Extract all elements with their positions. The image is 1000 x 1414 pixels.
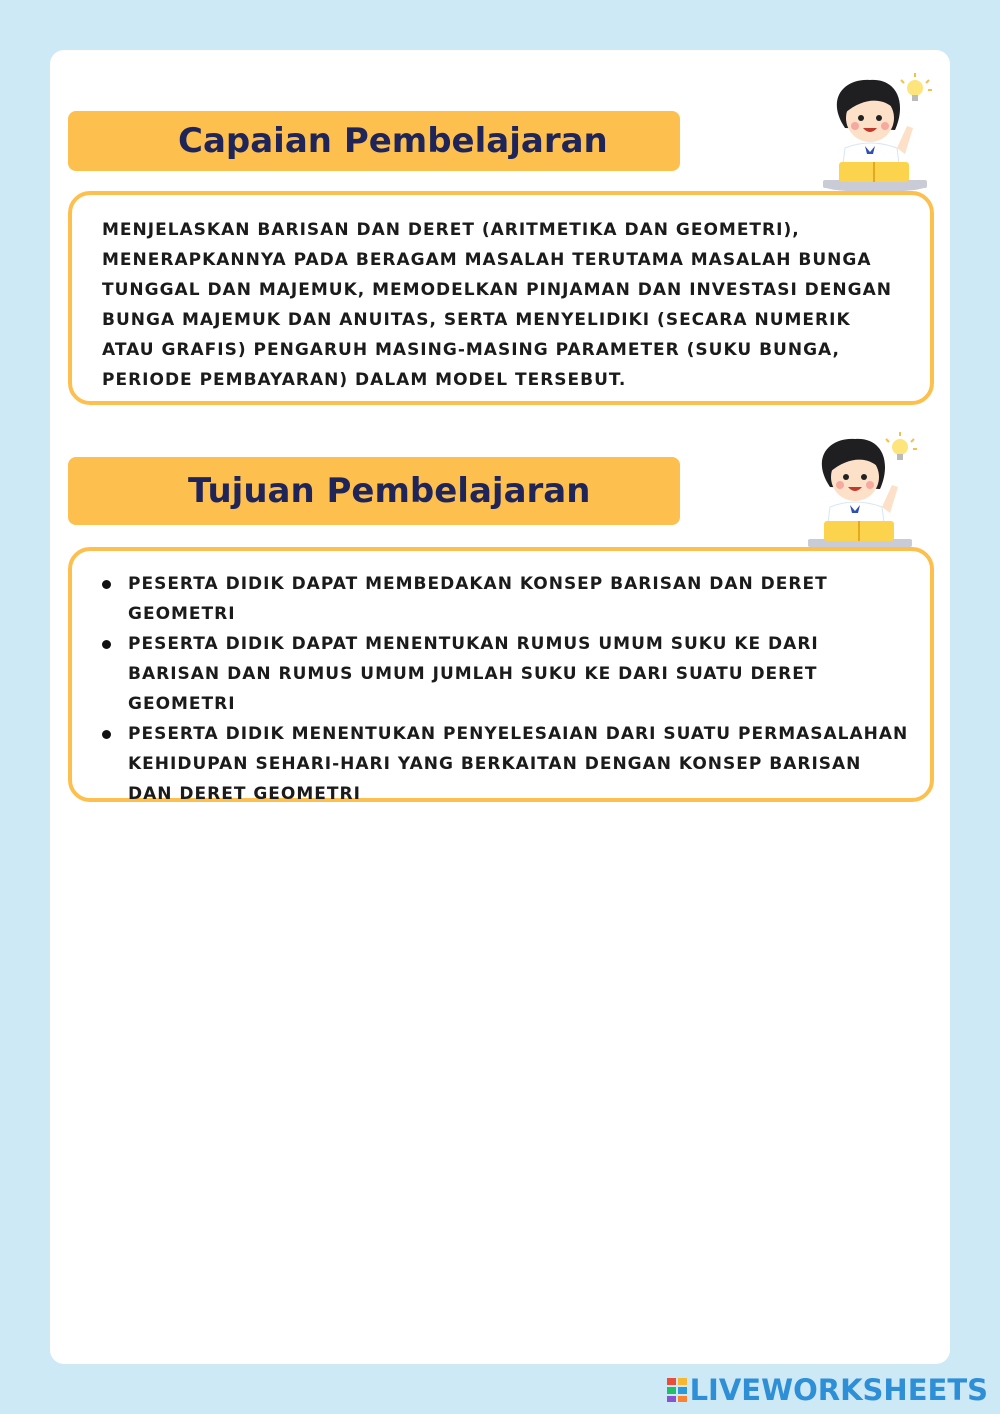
- tujuan-list: [128, 569, 910, 809]
- liveworksheets-watermark[interactable]: [666, 1373, 988, 1407]
- capaian-content-box: [68, 191, 934, 405]
- list-item: PESERTA DIDIK DAPAT MEMBEDAKAN KONSEP BARISAN DAN DERET GEOMETRI: [128, 569, 910, 629]
- capaian-title: Capaian Pembelajaran: [178, 121, 608, 161]
- capaian-title-banner: [68, 111, 680, 171]
- student-girl-illustration: [800, 427, 920, 552]
- list-item: PESERTA DIDIK MENENTUKAN PENYELESAIAN DARI SUATU PERMASALAHAN KEHIDUPAN SEHARI-HARI YANG BERKAITAN DENGAN KONSEP BARISAN DAN DERET GEOMETRI: [128, 719, 910, 809]
- list-item: PESERTA DIDIK DAPAT MENENTUKAN RUMUS UMUM SUKU KE DARI BARISAN DAN RUMUS UMUM JUMLAH SUKU KE DARI SUATU DERET GEOMETRI: [128, 629, 910, 719]
- capaian-text: MENJELASKAN BARISAN DAN DERET (ARITMETIKA DAN GEOMETRI), MENERAPKANNYA PADA BERAGAM MASALAH TERUTAMA MASALAH BUNGA TUNGGAL DAN MAJEMUK, MEMODELKAN PINJAMAN DAN INVESTASI DENGAN BUNGA MAJEMUK DAN ANUITAS, SERTA MENYELIDIKI (SECARA NUMERIK ATAU GRAFIS) PENGARUH MASING-MASING PARAMETER (SUKU BUNGA, PERIODE PEMBAYARAN) DALAM MODEL TERSEBUT.: [102, 220, 892, 390]
- student-girl-illustration: [815, 68, 935, 193]
- tujuan-title: Tujuan Pembelajaran: [188, 471, 591, 511]
- tujuan-content-box: [68, 547, 934, 802]
- liveworksheets-logo-icon: [666, 1377, 688, 1403]
- watermark-text: LIVEWORKSHEETS: [689, 1373, 988, 1407]
- tujuan-title-banner: [68, 457, 680, 525]
